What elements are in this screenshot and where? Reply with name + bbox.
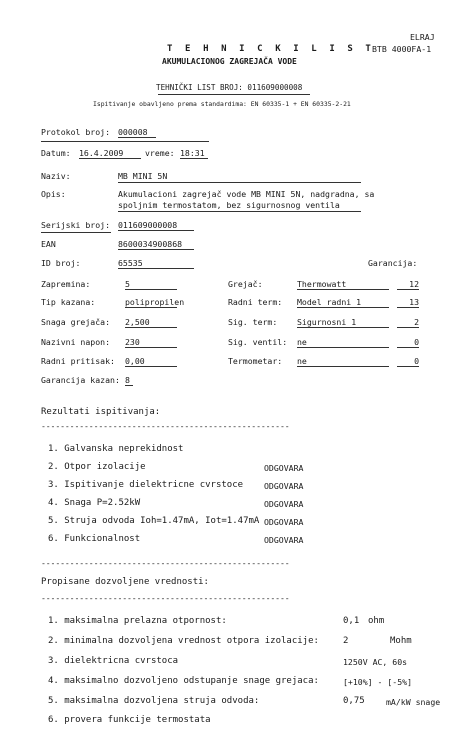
protokol-value: 000008 (118, 127, 156, 138)
limit-unit: Mohm (390, 636, 412, 646)
limit-item: 6. provera funkcije termostata (48, 715, 211, 725)
result-status: ODGOVARA (264, 481, 304, 491)
result-item: 5. Struja odvoda Ioh=1.47mA, Iot=1.47mA (48, 516, 260, 526)
result-status: ODGOVARA (264, 535, 304, 545)
limit-value: 0,1 (343, 616, 360, 626)
spec-label: Zapremina: (41, 279, 91, 289)
spec-garancija: 12 (397, 279, 419, 290)
limit-value: 0,75 (343, 696, 365, 706)
opis-underline (118, 211, 361, 212)
opis-line-2: spoljnim termostatom, bez sigurnosnog ventila (118, 200, 340, 210)
spec-right-value: Sigurnosni 1 (297, 317, 389, 328)
result-item: 3. Ispitivanje dielektricne cvrstoce (48, 480, 244, 490)
limits-divider: ---------------------------------------------------- (41, 593, 290, 603)
spec-value: 5 (125, 279, 177, 290)
vreme-value: 18:31 (180, 148, 208, 159)
opis-line-1: Akumulacioni zagrejač vode MB MINI 5N, nadgradna, sa (118, 189, 375, 199)
limit-item: 3. dielektricna cvrstoca (48, 656, 179, 666)
limit-item: 5. maksimalna dozvoljena struja odvoda: (48, 696, 260, 706)
ean-value: 8600034900868 (118, 239, 194, 250)
spec-value: polipropilen (125, 297, 185, 307)
limit-value: 1250V AC, 60s (343, 657, 408, 667)
vreme-label: vreme: (145, 148, 175, 158)
spec-right-value: ne (297, 337, 389, 348)
result-item: 4. Snaga P=2.52kW (48, 498, 141, 508)
id-label: ID broj: (41, 258, 81, 268)
spec-right-label: Radni term: (228, 297, 283, 307)
results-divider-top: ---------------------------------------------------- (41, 421, 290, 431)
result-status: ODGOVARA (264, 517, 304, 527)
results-divider-bottom: ---------------------------------------------------- (41, 558, 290, 568)
result-item: 2. Otpor izolacije (48, 462, 146, 472)
naziv-value: MB MINI 5N (118, 171, 168, 181)
spec-label: Radni pritisak: (41, 356, 115, 366)
sheet-number-underline (158, 94, 310, 95)
spec-right-label: Termometar: (228, 356, 283, 366)
limit-unit: ohm (368, 616, 385, 626)
naziv-label: Naziv: (41, 171, 71, 181)
result-item: 1. Galvanska neprekidnost (48, 444, 184, 454)
spec-garancija: 0 (397, 337, 419, 348)
company-name: ELRAJ (410, 32, 435, 42)
result-status: ODGOVARA (264, 499, 304, 509)
standards-line: Ispitivanje obavljeno prema standardima: EN 60335-1 + EN 60335-2-21 (93, 100, 351, 108)
serijski-label-underline (41, 232, 111, 233)
spec-value: 230 (125, 337, 177, 348)
spec-right-value: ne (297, 356, 389, 367)
spec-right-label: Sig. ventil: (228, 337, 288, 347)
spec-right-label: Grejač: (228, 279, 263, 289)
limits-heading: Propisane dozvoljene vrednosti: (41, 577, 209, 587)
limit-item: 4. maksimalno dozvoljeno odstupanje snage grejaca: (48, 676, 319, 686)
spec-garancija: 2 (397, 317, 419, 328)
result-status: ODGOVARA (264, 463, 304, 473)
model-code: BTB 4000FA-1 (372, 44, 432, 54)
document-title: T E H N I C K I L I S T (167, 44, 375, 54)
spec-value: 8 (125, 375, 133, 386)
serijski-value: 011609000008 (118, 220, 194, 231)
datum-value: 16.4.2009 (79, 148, 141, 159)
garancija-header: Garancija: (368, 258, 418, 268)
limit-unit: mA/kW snage (386, 697, 441, 707)
limit-item: 2. minimalna dozvoljena vrednost otpora izolacije: (48, 636, 319, 646)
sheet-number: TEHNIČKI LIST BROJ: 011609000008 (156, 83, 303, 92)
protocol-divider (41, 141, 209, 142)
spec-label: Nazivni napon: (41, 337, 111, 347)
spec-garancija: 13 (397, 297, 419, 308)
opis-label: Opis: (41, 189, 66, 199)
spec-right-label: Sig. term: (228, 317, 278, 327)
spec-right-value: Thermowatt (297, 279, 389, 290)
results-heading: Rezultati ispitivanja: (41, 407, 161, 417)
spec-label: Snaga grejača: (41, 317, 111, 327)
spec-value: 0,00 (125, 356, 177, 367)
protokol-label: Protokol broj: (41, 127, 111, 137)
limit-value: [+10%] - [-5%] (343, 677, 413, 687)
spec-garancija: 0 (397, 356, 419, 367)
document-subtitle: AKUMULACIONOG ZAGREJAČA VODE (162, 57, 297, 66)
limit-value: 2 (343, 636, 349, 646)
id-value: 65535 (118, 258, 194, 269)
spec-label: Garancija kazan: (41, 375, 120, 385)
result-item: 6. Funkcionalnost (48, 534, 141, 544)
spec-right-value: Model radni 1 (297, 297, 389, 308)
ean-label: EAN (41, 239, 56, 249)
limit-item: 1. maksimalna prelazna otpornost: (48, 616, 227, 626)
serijski-label: Serijski broj: (41, 220, 111, 230)
spec-value: 2,500 (125, 317, 177, 328)
naziv-underline (118, 182, 361, 183)
datum-label: Datum: (41, 148, 71, 158)
spec-label: Tip kazana: (41, 297, 96, 307)
